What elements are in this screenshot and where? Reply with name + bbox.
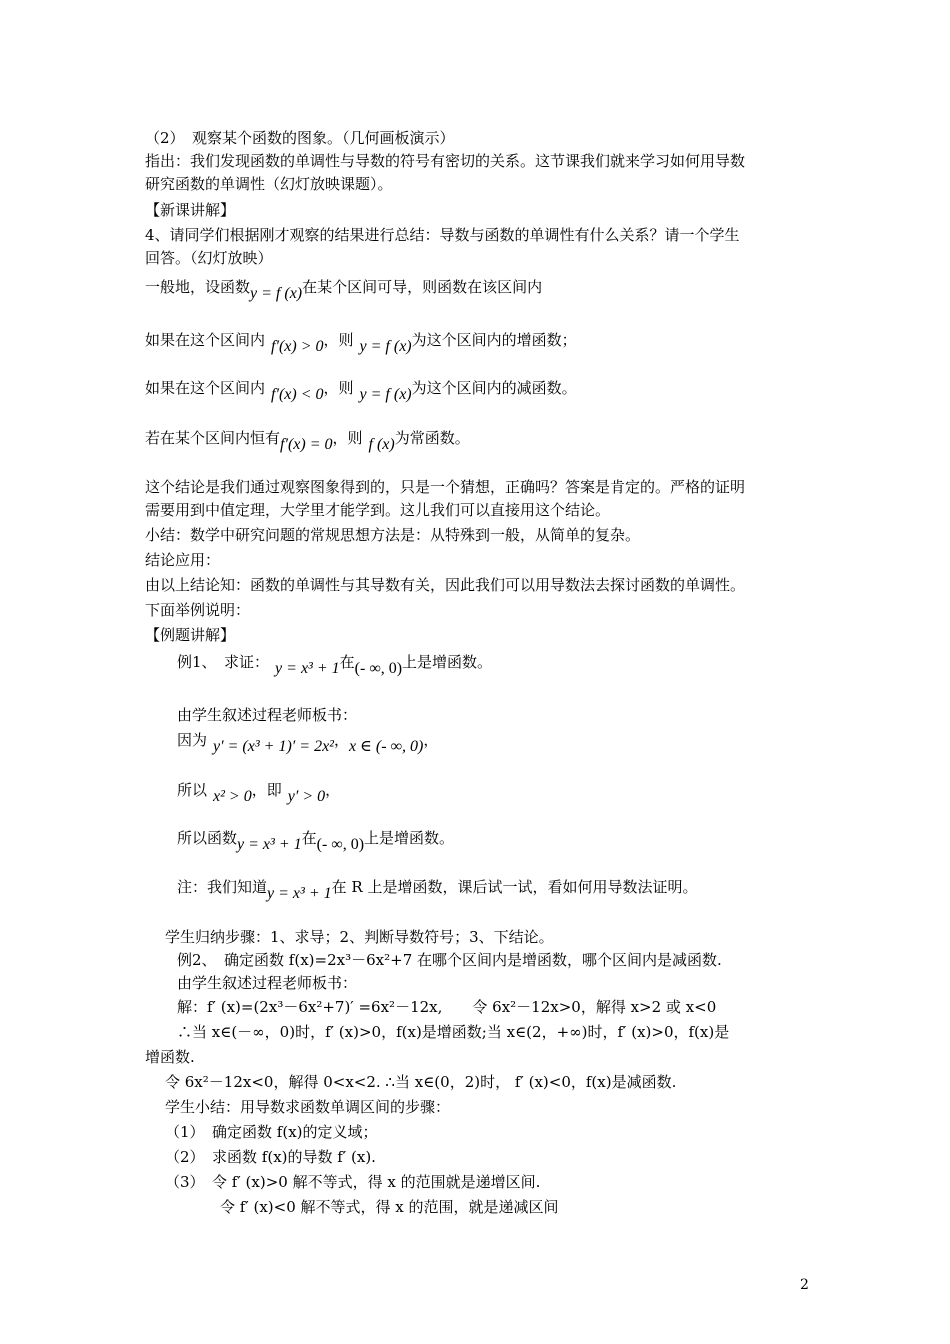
text: 所以函数 [177,829,238,847]
text: 上是增函数。 [364,829,455,847]
text: 若在某个区间内恒有 [145,429,281,447]
example-1-so [177,780,341,805]
formula: x² > 0 [213,788,252,805]
example-1-statement [177,652,493,677]
formula: y′ = (x³ + 1)′ = 2x² [213,738,334,755]
decreasing-rule [145,378,577,403]
text-line: （2） 求函数 f(x)的导数 f′ (x). [165,1148,376,1166]
text-line: 4、请同学们根据刚才观察的结果进行总结：导数与函数的单调性有什么关系？请一个学生 [145,226,740,244]
text-line: ∴当 x∈(－∞，0)时，f′ (x)>0，f(x)是增函数;当 x∈(2，+∞)时，f′ (x)>0，f(x)是 [177,1023,730,1041]
example-1-conclusion [177,828,455,853]
example-1-because [177,730,439,755]
formula: y′ > 0 [287,788,326,805]
formula: f′(x) > 0 [271,338,324,355]
text-line: 需要用到中值定理，大学里才能学到。这儿我们可以直接用这个结论。 [145,501,611,519]
formula: y = f (x) [250,285,303,302]
text: 为这个区间内的增函数； [411,331,577,349]
text-line: 由学生叙述过程老师板书： [177,706,358,724]
text: 例1、 求证： [177,653,270,671]
text-line: 解：f′ (x)=(2x³－6x²+7)′ =6x²－12x, 令 6x²－12x>0，解得 x>2 或 x<0 [177,998,717,1016]
section-heading: 【新课讲解】 [145,201,236,219]
text: 所以 [177,781,208,799]
text: ，则 [323,379,354,397]
formula: y = x³ + 1 [267,885,332,902]
text-line: 由以上结论知：函数的单调性与其导数有关，因此我们可以用导数法去探讨函数的单调性。 [145,576,746,594]
text: 如果在这个区间内 [145,379,266,397]
formula: f (x) [368,436,395,453]
formula: (- ∞, 0) [316,836,365,853]
text: ， [333,731,349,749]
text-line: 由学生叙述过程老师板书： [177,974,358,992]
text-line: 令 f′ (x)<0 解不等式，得 x 的范围，就是递减区间 [220,1198,559,1216]
text: 在 [339,653,355,671]
text: 如果在这个区间内 [145,331,266,349]
text: 注：我们知道 [177,878,268,896]
text: 为这个区间内的减函数。 [411,379,577,397]
text-line: （3） 令 f′ (x)>0 解不等式，得 x 的范围就是递增区间. [165,1173,541,1191]
formula: y = f (x) [359,338,412,355]
text-line: 小结：数学中研究问题的常规思想方法是：从特殊到一般，从简单的复杂。 [145,526,641,544]
text-line: 增函数. [145,1048,195,1066]
text: 因为 [177,731,208,749]
example-1-note [177,877,698,902]
text-line: 学生归纳步骤：1、求导；2、判断导数符号；3、下结论。 [165,928,554,946]
section-heading: 【例题讲解】 [145,626,236,644]
formula: f′(x) = 0 [280,436,333,453]
text-line: 学生小结：用导数求函数单调区间的步骤： [165,1098,451,1116]
general-rule [145,277,543,302]
text-line: 研究函数的单调性（幻灯放映课题）。 [145,175,393,193]
text: ， [325,781,341,799]
text-line: 指出：我们发现函数的单调性与导数的符号有密切的关系。这节课我们就来学习如何用导数 [145,152,746,170]
text-line: 结论应用： [145,551,221,569]
formula: x ∈ (- ∞, 0) [348,738,424,755]
text-line: 这个结论是我们通过观察图象得到的，只是一个猜想，正确吗？答案是肯定的。严格的证明 [145,478,746,496]
text-line: 下面举例说明： [145,601,251,619]
text-line: 回答。（幻灯放映） [145,249,273,267]
text: ，则 [323,331,354,349]
page-number: 2 [800,1277,809,1293]
text-line: （1） 确定函数 f(x)的定义域； [165,1123,378,1141]
increasing-rule [145,330,577,355]
formula: (- ∞, 0) [354,660,403,677]
text: 在 R 上是增函数，课后试一试，看如何用导数法证明。 [331,878,698,896]
text: ， [423,731,439,749]
formula: y = f (x) [359,386,412,403]
text: ，则 [332,429,363,447]
text-line: 令 6x²－12x<0，解得 0<x<2. ∴当 x∈(0，2)时， f′ (x)<0，f(x)是减函数. [165,1073,677,1091]
formula: y = x³ + 1 [275,660,340,677]
text: 为常函数。 [394,429,470,447]
text: 一般地，设函数 [145,278,251,296]
text: 在某个区间可导，则函数在该区间内 [302,278,543,296]
text: 在 [301,829,317,847]
formula: y = x³ + 1 [237,836,302,853]
text-line: （2） 观察某个函数的图象。（几何画板演示） [145,129,455,147]
text: ，即 [251,781,282,799]
formula: f′(x) < 0 [271,386,324,403]
text: 上是增函数。 [402,653,493,671]
text-line: 例2、 确定函数 f(x)=2x³－6x²+7 在哪个区间内是增函数，哪个区间内是减函数. [177,951,722,969]
constant-rule [145,428,470,453]
